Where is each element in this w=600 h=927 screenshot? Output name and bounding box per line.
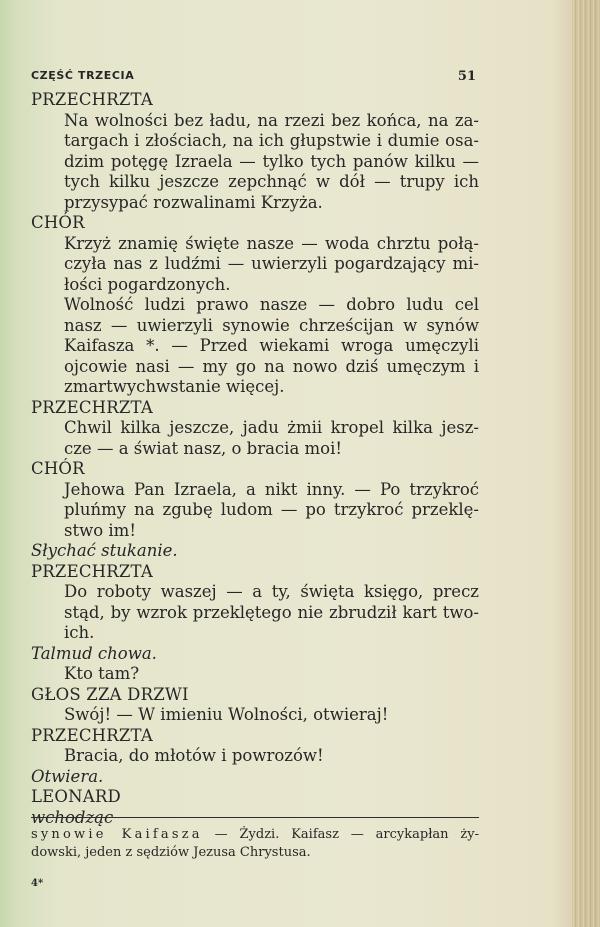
play-text [31, 90, 479, 828]
speaker-name: LEONARD [31, 787, 121, 806]
dialogue-line: czyła nas z ludźmi — uwierzyli pogardzający mi- [64, 254, 479, 273]
dialogue-line: tych kilku jeszcze zepchnąć w dół — trupy ich [64, 172, 479, 191]
dialogue-line: ich. [64, 623, 95, 642]
dialogue-line: ojcowie nasi — my go na nowo dziś umęczym i [64, 356, 479, 376]
stage-direction: Otwiera. [31, 766, 104, 786]
dialogue-line: Jehowa Pan Izraela, a nikt inny. — Po trzykroć [64, 479, 479, 499]
footnote-definition: — Żydzi. Kaifasz — arcykapłan ży- [214, 827, 479, 842]
dialogue-line: stwo im! [64, 520, 136, 540]
dialogue-line: stąd, by wzrok przeklętego nie zbrudził kart two- [64, 602, 479, 622]
footnote-rule [31, 817, 479, 818]
dialogue-line: cze — a świat nasz, o bracia moi! [64, 438, 343, 458]
stage-direction: Talmud chowa. [31, 643, 157, 663]
stage-direction: wchodząc [31, 807, 114, 827]
dialogue-line: Swój! — W imieniu Wolności, otwieraj! [64, 705, 389, 724]
dialogue-line: Na wolności bez ładu, na rzezi bez końca, na za- [64, 110, 479, 130]
dialogue-line: zmartwychwstanie więcej. [64, 377, 285, 396]
dialogue-line: Wolność ludzi prawo nasze — dobro ludu cel [64, 295, 479, 314]
dialogue-line: dzim potęgę Izraela — tylko tych panów kilku — [64, 151, 479, 171]
chapter-title: CZĘŚĆ TRZECIA [31, 69, 135, 82]
dialogue-line: Do roboty waszej — a ty, święta księgo, precz [64, 582, 479, 601]
page-edges [572, 0, 600, 927]
stage-direction: Słychać stukanie. [31, 541, 178, 560]
running-head [31, 69, 476, 85]
page-number: 51 [457, 69, 476, 84]
dialogue-line: łości pogardzonych. [64, 274, 231, 294]
dialogue-line: przysypać rozwalinami Krzyża. [64, 192, 323, 212]
speaker-name: GŁOS ZZA DRZWI [31, 684, 189, 704]
dialogue-line: Krzyż znamię święte nasze — woda chrztu połą- [64, 233, 479, 253]
dialogue-line: targach i złościach, na ich głupstwie i dumie osa- [64, 131, 479, 150]
dialogue-line: pluńmy na zgubę ludom — po trzykroć przeklę- [64, 500, 479, 519]
footnote-term: synowie Kaifasza [31, 827, 203, 842]
dialogue-line: Kto tam? [64, 664, 140, 683]
speaker-name: CHÓR [31, 459, 85, 478]
footnote-line-2: dowski, jeden z sędziów Jezusa Chrystusa. [31, 844, 311, 860]
dialogue-line: nasz — uwierzyli synowie chrześcijan w synów [64, 315, 479, 335]
dialogue-line: Kaifasza *. — Przed wiekami wroga umęczyli [64, 336, 479, 355]
dialogue-line: Bracia, do młotów i powrozów! [64, 746, 324, 765]
printer-signature: 4* [31, 878, 44, 889]
footnote-line-1 [31, 826, 479, 844]
speaker-name: PRZECHRZTA [31, 397, 153, 417]
dialogue-line: Chwil kilka jeszcze, jadu żmii kropel kilka jesz- [64, 418, 479, 437]
speaker-name: CHÓR [31, 213, 85, 232]
speaker-name: PRZECHRZTA [31, 90, 153, 109]
speaker-name: PRZECHRZTA [31, 725, 153, 745]
speaker-name: PRZECHRZTA [31, 561, 153, 581]
footnote [31, 826, 479, 861]
